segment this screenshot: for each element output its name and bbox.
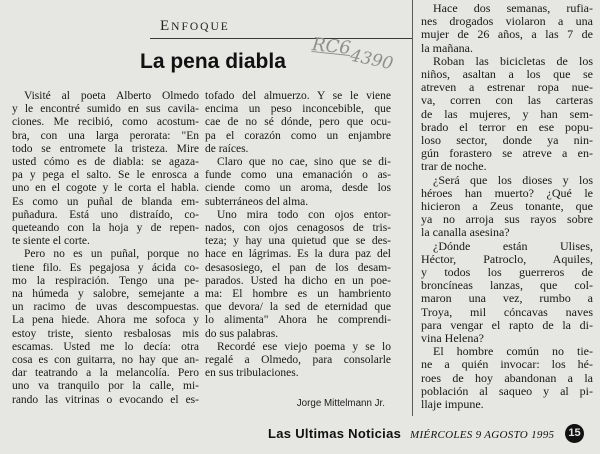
text-line: El hombre común no tie- (433, 344, 593, 359)
text-line: usted cómo es de diabla: se agaza- (12, 156, 199, 169)
text-line: pa y pega el salto. Se le enrosca a (12, 169, 199, 182)
paragraph (12, 90, 199, 248)
text-line: maron una vez, rumbo a (421, 291, 593, 306)
text-line: bra, con una larga perorata: "En (12, 129, 199, 142)
text-line: y todos los guerreros de (421, 265, 593, 280)
text-line: niños, asaltan a los que se (421, 67, 593, 82)
text-line: estoy triste, siento resbalosas mis (12, 327, 199, 340)
text-line: brado el terror en ese popu- (421, 119, 593, 134)
text-line: La pena hiede. Ahora me sofoca y (12, 314, 199, 327)
paragraph (421, 55, 593, 174)
paragraph (421, 345, 593, 411)
section-label: ENFOQUE (160, 18, 230, 34)
text-line: escamas. Usted me lo decía: otra (12, 340, 199, 353)
text-line: de raíces. (205, 142, 249, 155)
text-line: Recordé ese viejo poema y se lo (217, 340, 391, 353)
adjacent-article-column (421, 2, 593, 411)
paragraph (205, 209, 391, 341)
handwritten-note-line-2: 4390 (348, 45, 395, 75)
text-line: cosa es con guitarra, no hay que an- (12, 354, 199, 367)
text-line: Pero no es un puñal, porque no (24, 248, 199, 261)
byline: Jorge Mittelmann Jr. (296, 398, 385, 409)
text-line: ciende como un aroma, desde los (205, 182, 391, 195)
text-line: dar teatrando a la melancolía. Pero (12, 367, 199, 380)
text-line: héroes han muerto? ¿Qué le (421, 185, 593, 200)
text-line: la mañana. (421, 40, 473, 55)
text-line: población al saqueo y al pi- (421, 383, 593, 398)
text-line: todo se entromete la tristeza. Mire (12, 142, 199, 155)
text-line: Es como un puñal de blanda em- (12, 195, 199, 208)
text-line: en sus tribulaciones. (205, 367, 299, 380)
text-line: encima un peso inconcebible, que (205, 103, 391, 116)
text-line: ¿Será que los dioses y los (433, 172, 593, 187)
text-line: que devora/ la sed de eternidad que (205, 301, 391, 314)
text-line: trar de noche. (421, 159, 487, 174)
text-line: cae de no sé dónde, pero que ocu- (205, 116, 391, 129)
text-line: subterráneos del alma. (205, 195, 309, 208)
text-line: un racimo de uvas descompuestas. (12, 301, 199, 314)
article-column-1 (12, 90, 199, 407)
text-line: ma: El hombre es un hambriento (205, 288, 391, 301)
text-line: rando las vitrinas o evocando el es- (12, 393, 199, 406)
article-title: La pena diabla (140, 50, 286, 73)
paragraph (421, 240, 593, 346)
text-line: mo la respiración. Tengo una pe- (12, 274, 199, 287)
text-line: pa el corazón como un enjambre (205, 129, 391, 142)
text-line: mujer de 26 años, a las 7 de (421, 27, 593, 42)
text-line: desasosiego, el pan de los desam- (205, 261, 391, 274)
text-line: nados, con ojos cenagosos de tris- (205, 222, 391, 235)
text-line: uno en el cogote y le corta el habla. (12, 182, 199, 195)
text-line: Roban las bicicletas de los (433, 53, 593, 68)
text-line: lo alimenta" Ahora he comprendi- (205, 314, 391, 327)
paragraph (205, 156, 391, 209)
text-line: tiene filo. Es pegajosa y ácida co- (12, 261, 199, 274)
text-line: hicieron a Zeus tonante, que (421, 199, 593, 214)
text-line: la canalla asesina? (421, 225, 510, 240)
text-line: Uno mira todo con ojos entor- (217, 208, 391, 221)
text-line: te siente el corte. (12, 235, 90, 248)
text-line: loso sector, donde ya nin- (421, 133, 593, 148)
text-line: queteando con la hoja y de repen- (12, 222, 199, 235)
text-line: Visité al poeta Alberto Olmedo (24, 90, 199, 102)
text-line: parados. Usted ha dicho en un poe- (205, 274, 391, 287)
column-divider (412, 0, 413, 416)
page-number-badge: 15 (565, 424, 584, 443)
text-line: regalé a Olmedo, para consolarle (205, 354, 391, 367)
text-line: ya no arroja sus rayos sobre (421, 212, 593, 227)
text-line: do sus palabras. (205, 327, 279, 340)
text-line: hace en lágrimas. Es la dura paz del (205, 248, 391, 261)
paragraph (205, 90, 391, 156)
text-line: vina Helena? (421, 331, 484, 346)
text-line: Claro que no cae, sino que se di- (217, 156, 391, 169)
text-line: Troya, mil cóncavas naves (421, 304, 593, 319)
publication-name: Las Ultimas Noticias (268, 426, 402, 441)
text-line: ¿Dónde están Ulises, (433, 238, 593, 253)
text-line: teza; y hay una quietud que se des- (205, 235, 391, 248)
text-line: Hace dos semanas, rufia- (433, 1, 593, 15)
text-line: roes de hoy abandonan a la (421, 370, 593, 385)
text-line: ne a quién invocar: los hé- (421, 357, 593, 372)
text-line: funde como una emanación o as- (205, 169, 391, 182)
publication-date: MIÉRCOLES 9 AGOSTO 1995 (410, 429, 555, 441)
paragraph (421, 174, 593, 240)
text-line: y le encontré sumido en sus cavila- (12, 103, 199, 116)
text-line: de las mujeres, y han sem- (421, 106, 593, 121)
paragraph (205, 341, 391, 381)
handwritten-note-line-1: RC6 (311, 34, 352, 59)
section-rule (150, 38, 412, 39)
text-line: uno va tranquilo por la calle, mi- (12, 380, 199, 393)
text-line: na húmeda y salobre, semejante a (12, 288, 199, 301)
paragraph (421, 2, 593, 55)
text-line: ciones. Me recibió, como acostum- (12, 116, 199, 129)
article-column-2 (205, 90, 391, 380)
text-line: para vengar el rapto de la di- (421, 317, 593, 332)
text-line: tofado del almuerzo. Y se le viene (205, 90, 391, 102)
text-line: nes drogados violaron a una (421, 14, 593, 29)
text-line: puñadura. Está uno distraído, co- (12, 208, 199, 221)
text-line: atreven a estrenar ropa nue- (421, 80, 593, 95)
text-line: gún forastero se atreve a en- (421, 146, 593, 161)
text-line: broncíneas lanzas, que col- (421, 278, 593, 293)
text-line: va, corren con las carteras (421, 93, 593, 108)
text-line: llaje impune. (421, 397, 484, 412)
paragraph (12, 248, 199, 406)
text-line: Héctor, Patroclo, Aquiles, (421, 251, 593, 266)
